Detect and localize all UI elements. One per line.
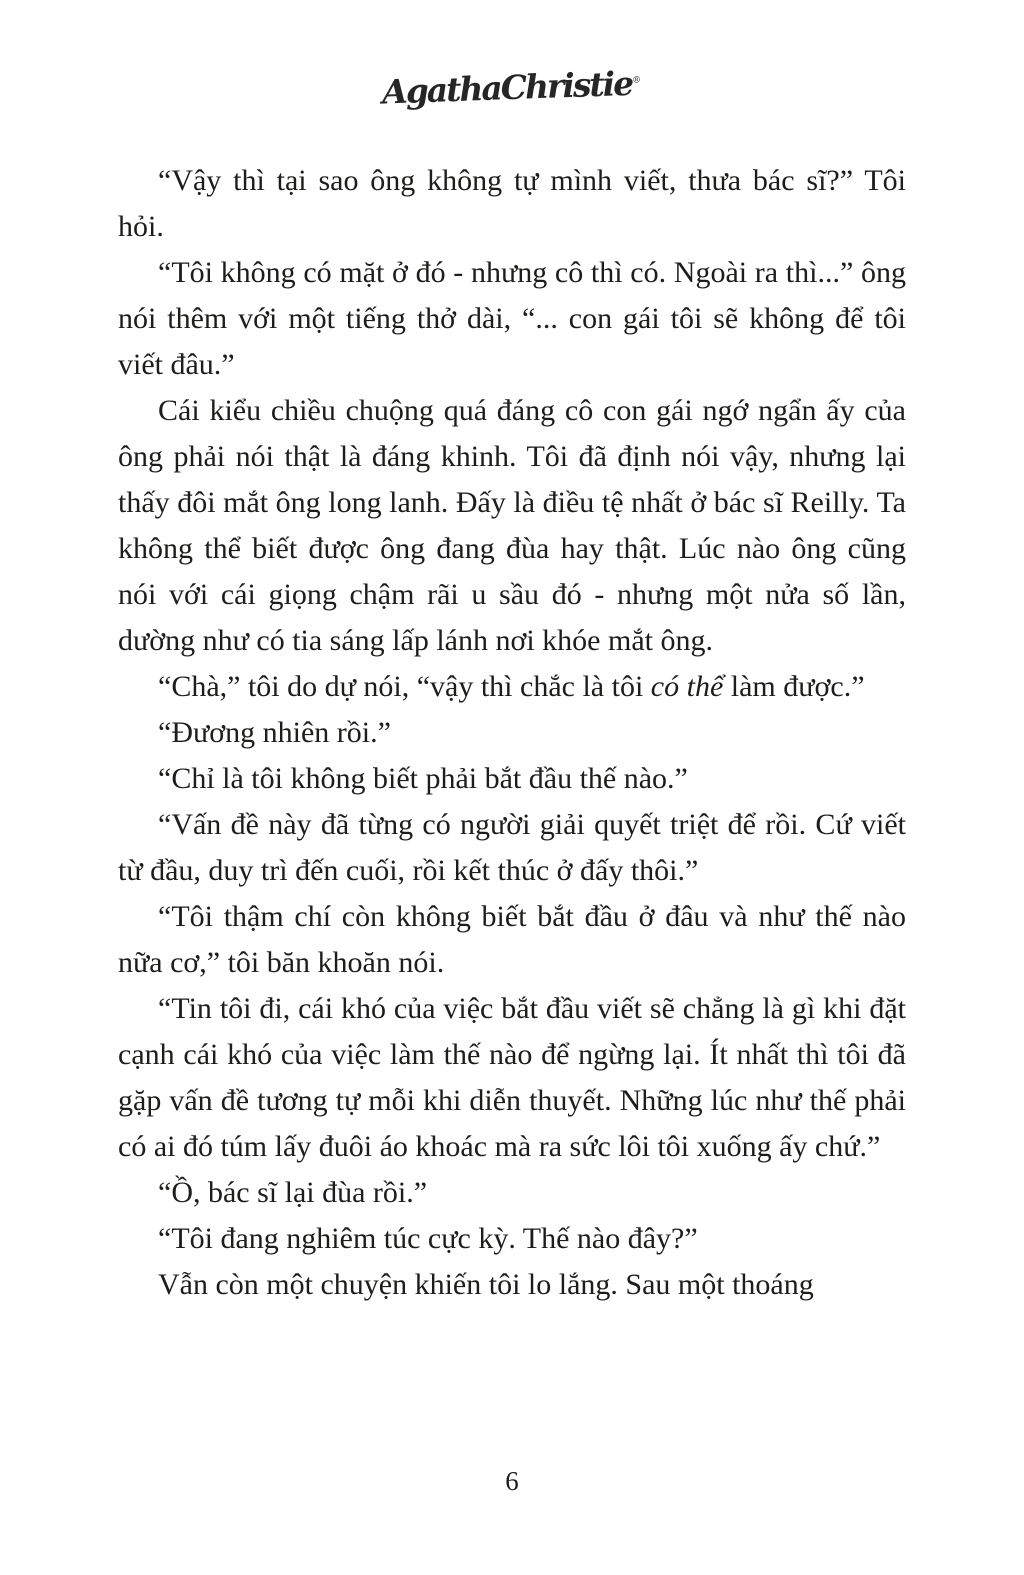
paragraph [118, 1170, 906, 1216]
page-number: 6 [505, 1466, 519, 1496]
paragraph [118, 710, 906, 756]
text-run: “Tôi không có mặt ở đó - nhưng cô thì có. Ngoài ra thì...” ông nói thêm với một tiếng thở dài, “... con gái tôi sẽ không để tôi viết đâu.” [118, 256, 906, 381]
text-run: “Vậy thì tại sao ông không tự mình viết, thưa bác sĩ?” Tôi hỏi. [118, 164, 906, 243]
italic-run: có thể [650, 670, 724, 703]
paragraph [118, 986, 906, 1170]
paragraph [118, 802, 906, 894]
paragraph [118, 388, 906, 664]
text-run: Vẫn còn một chuyện khiến tôi lo lắng. Sau một thoáng [158, 1268, 814, 1301]
text-run: “Đương nhiên rồi.” [158, 716, 391, 749]
text-run: Cái kiểu chiều chuộng quá đáng cô con gái ngớ ngẩn ấy của ông phải nói thật là đáng khinh. Tôi đã định nói vậy, nhưng lại thấy đôi mắt ông long lanh. Đấy là điều tệ nhất ở bác sĩ Reilly. Ta không thể biết được ông đang đùa hay thật. Lúc nào ông cũng nói với cái giọng chậm rãi u sầu đó - nhưng một nửa số lần, dường như có tia sáng lấp lánh nơi khóe mắt ông. [118, 394, 906, 657]
text-run: “Vấn đề này đã từng có người giải quyết triệt để rồi. Cứ viết từ đầu, duy trì đến cuối, rồi kết thúc ở đấy thôi.” [118, 808, 906, 887]
text-run: làm được.” [723, 670, 865, 703]
paragraph [118, 894, 906, 986]
paragraph [118, 756, 906, 802]
agatha-christie-signature-logo [382, 63, 642, 111]
paragraph [118, 664, 906, 710]
registered-trademark: ® [632, 75, 642, 86]
paragraph [118, 250, 906, 388]
text-run: “Chỉ là tôi không biết phải bắt đầu thế nào.” [158, 762, 688, 795]
signature-text: AgathaChristie [381, 63, 634, 112]
text-run: “Tin tôi đi, cái khó của việc bắt đầu viết sẽ chẳng là gì khi đặt cạnh cái khó của việc làm thế nào để ngừng lại. Ít nhất thì tôi đã gặp vấn đề tương tự mỗi khi diễn thuyết. Những lúc như thế phải có ai đó túm lấy đuôi áo khoác mà ra sức lôi tôi xuống ấy chứ.” [118, 992, 906, 1163]
paragraph [118, 1262, 906, 1308]
text-run: “Chà,” tôi do dự nói, “vậy thì chắc là tôi [158, 670, 651, 703]
header [0, 63, 1024, 112]
text-run: “Tôi đang nghiêm túc cực kỳ. Thế nào đây?” [158, 1222, 698, 1255]
paragraph [118, 158, 906, 250]
text-run: “Tôi thậm chí còn không biết bắt đầu ở đâu và như thế nào nữa cơ,” tôi băn khoăn nói. [118, 900, 906, 979]
text-block [118, 158, 906, 1308]
paragraph [118, 1216, 906, 1262]
text-run: “Ồ, bác sĩ lại đùa rồi.” [158, 1176, 428, 1209]
